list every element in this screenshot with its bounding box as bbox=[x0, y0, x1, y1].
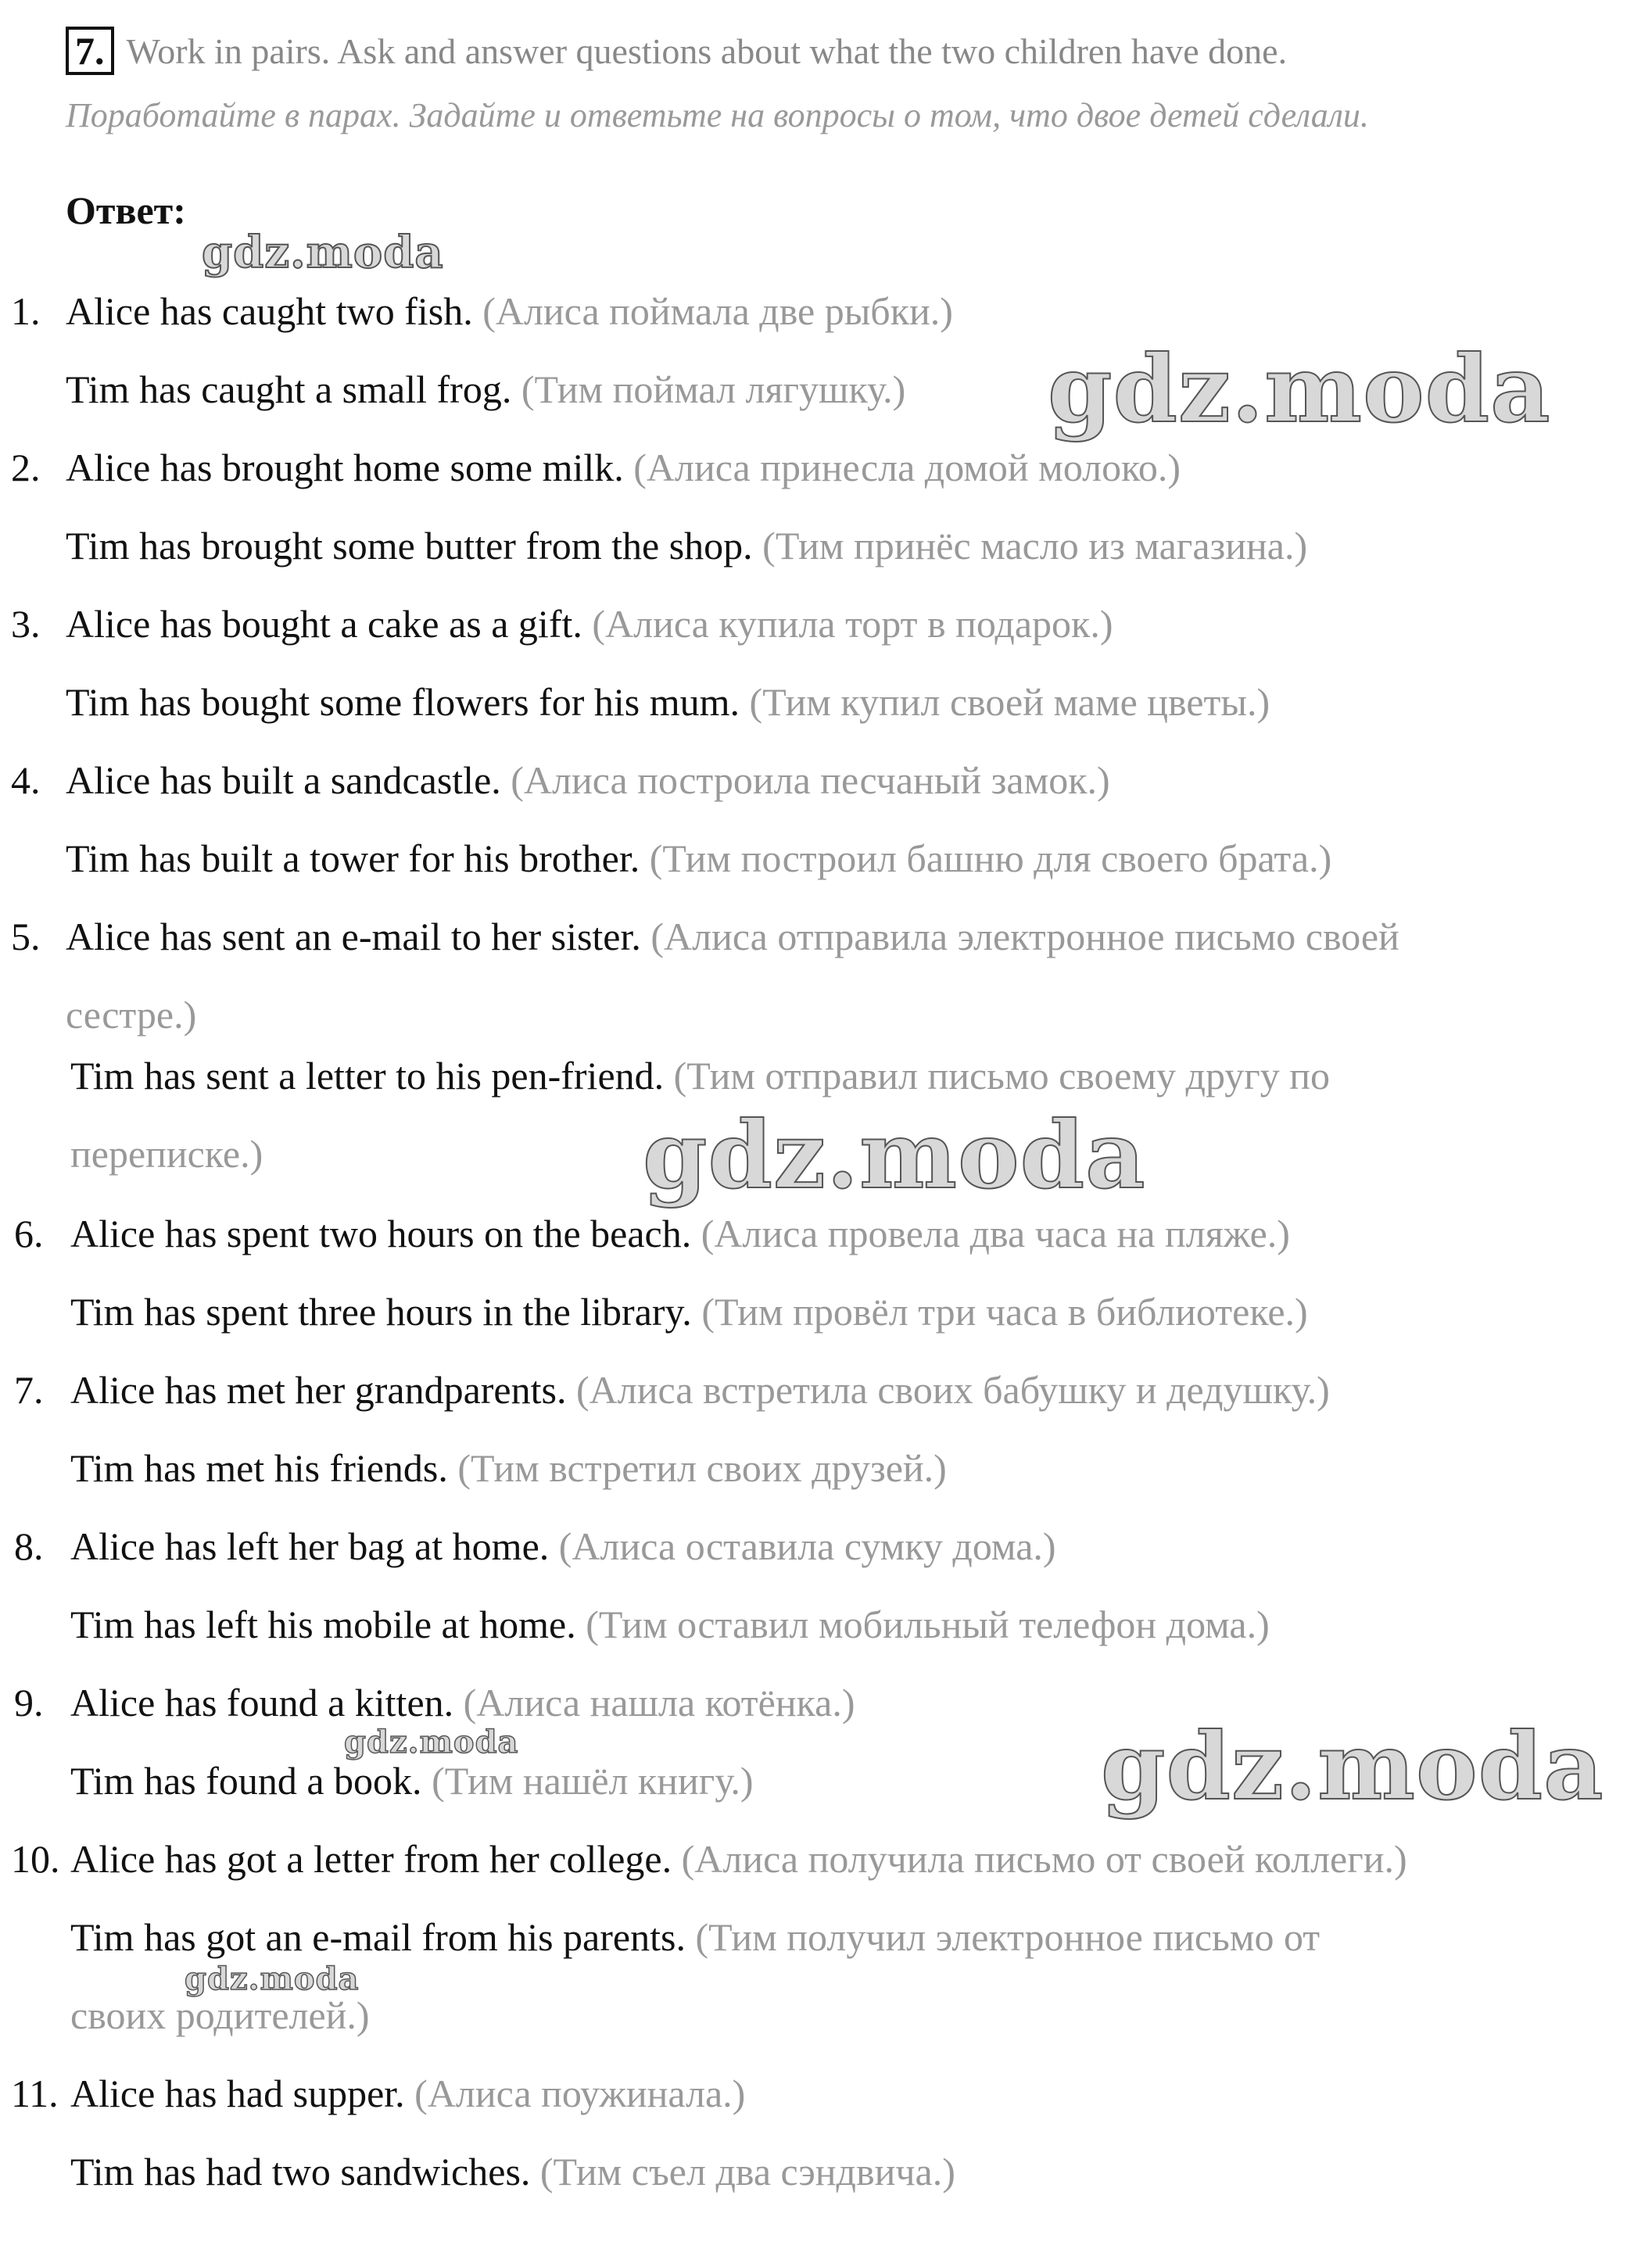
watermark-logo: gdz.moda bbox=[643, 1101, 1146, 1209]
answer-ru-continued: сестре.) bbox=[66, 993, 197, 1037]
watermark-logo: gdz.moda bbox=[185, 1961, 360, 1997]
item-number: 10. bbox=[11, 1837, 60, 1881]
answer-line bbox=[70, 1679, 855, 1726]
answer-line bbox=[70, 2070, 745, 2117]
answer-line bbox=[70, 1445, 947, 1492]
answer-ru: (Алиса купила торт в подарок.) bbox=[582, 602, 1113, 646]
answer-line bbox=[70, 1288, 1308, 1335]
answer-ru: (Тим встретил своих друзей.) bbox=[447, 1446, 947, 1490]
answer-ru: (Тим съел два сэндвича.) bbox=[530, 2150, 955, 2193]
answer-label: Ответ: bbox=[66, 188, 186, 232]
answer-ru: (Тим получил электронное письмо от bbox=[685, 1915, 1321, 1959]
watermark-logo: gdz.moda bbox=[344, 1724, 519, 1760]
answer-ru: (Тим отправил письмо своему другу по bbox=[664, 1054, 1331, 1098]
answer-ru: (Алиса получила письмо от своей коллеги.) bbox=[672, 1837, 1407, 1881]
answer-line bbox=[70, 1210, 1290, 1257]
answer-line bbox=[66, 522, 1307, 569]
answer-line bbox=[66, 757, 1110, 804]
answer-line bbox=[70, 1366, 1330, 1413]
item-number: 4. bbox=[11, 758, 41, 802]
answer-ru: (Алиса поймала две рыбки.) bbox=[472, 289, 953, 333]
answer-en: Tim has met his friends. bbox=[70, 1446, 448, 1490]
task-instruction-ru: Поработайте в парах. Задайте и ответьте на вопросы о том, что двое детей сделали. bbox=[66, 96, 1369, 134]
answer-line bbox=[66, 444, 1181, 491]
answer-en: Tim has brought some butter from the shop. bbox=[66, 524, 753, 568]
answer-en: Alice has had supper. bbox=[70, 2072, 405, 2115]
watermark-logo: gdz.moda bbox=[1101, 1712, 1604, 1821]
answer-line bbox=[70, 1601, 1270, 1648]
answer-ru: (Тим нашёл книгу.) bbox=[421, 1759, 754, 1803]
answer-en: Tim has bought some flowers for his mum. bbox=[66, 680, 740, 724]
item-number: 8. bbox=[14, 1524, 44, 1568]
answer-ru: (Алиса отправила электронное письмо своей bbox=[640, 915, 1399, 958]
answer-ru: (Алиса принесла домой молоко.) bbox=[623, 446, 1181, 489]
answer-ru: (Алиса оставила сумку дома.) bbox=[549, 1524, 1056, 1568]
answer-ru: (Тим построил башню для своего брата.) bbox=[640, 836, 1332, 880]
item-number: 9. bbox=[14, 1681, 44, 1724]
item-number: 2. bbox=[11, 446, 41, 489]
task-number: 7. bbox=[66, 27, 114, 75]
answer-en: Alice has bought a cake as a gift. bbox=[66, 602, 582, 646]
answer-line bbox=[66, 288, 953, 335]
answer-en: Alice has brought home some milk. bbox=[66, 446, 624, 489]
answer-ru: (Алиса провела два часа на пляже.) bbox=[691, 1212, 1290, 1255]
answer-line bbox=[70, 1052, 1330, 1099]
answer-en: Alice has spent two hours on the beach. bbox=[70, 1212, 692, 1255]
answer-en: Alice has built a sandcastle. bbox=[66, 758, 501, 802]
answer-en: Tim has got an e-mail from his parents. bbox=[70, 1915, 686, 1959]
item-number: 1. bbox=[11, 289, 41, 333]
item-number: 6. bbox=[14, 1212, 44, 1255]
answer-en: Tim has left his mobile at home. bbox=[70, 1603, 576, 1646]
answer-en: Alice has sent an e-mail to her sister. bbox=[66, 915, 641, 958]
answer-ru: (Тим поймал лягушку.) bbox=[511, 367, 906, 411]
answer-ru: (Тим купил своей маме цветы.) bbox=[740, 680, 1270, 724]
answer-ru: (Алиса построила песчаный замок.) bbox=[500, 758, 1110, 802]
item-number: 11. bbox=[11, 2072, 59, 2115]
answer-en: Alice has met her grandparents. bbox=[70, 1368, 567, 1412]
answer-line bbox=[66, 600, 1113, 647]
answer-en: Alice has caught two fish. bbox=[66, 289, 473, 333]
watermark-logo: gdz.moda bbox=[1048, 335, 1551, 443]
answer-en: Tim has sent a letter to his pen-friend. bbox=[70, 1054, 665, 1098]
answer-en: Tim has had two sandwiches. bbox=[70, 2150, 531, 2193]
answer-line bbox=[70, 1523, 1056, 1570]
answer-ru: (Тим принёс масло из магазина.) bbox=[752, 524, 1308, 568]
answer-line bbox=[66, 366, 905, 413]
answer-en: Alice has found a kitten. bbox=[70, 1681, 454, 1724]
answer-en: Tim has built a tower for his brother. bbox=[66, 836, 640, 880]
answer-line bbox=[66, 913, 1399, 960]
task-header bbox=[66, 23, 1287, 78]
answer-en: Tim has caught a small frog. bbox=[66, 367, 512, 411]
answer-en: Tim has spent three hours in the library. bbox=[70, 1290, 692, 1334]
answer-ru: (Алиса поужинала.) bbox=[404, 2072, 746, 2115]
answer-ru: (Тим провёл три часа в библиотеке.) bbox=[691, 1290, 1308, 1334]
answer-ru: (Тим оставил мобильный телефон дома.) bbox=[575, 1603, 1270, 1646]
item-number: 7. bbox=[14, 1368, 44, 1412]
answer-line bbox=[70, 1835, 1407, 1882]
watermark-logo: gdz.moda bbox=[202, 227, 444, 278]
answer-en: Tim has found a book. bbox=[70, 1759, 422, 1803]
answer-line bbox=[70, 2148, 955, 2195]
item-number: 5. bbox=[11, 915, 41, 958]
answer-ru-continued: переписке.) bbox=[70, 1132, 263, 1176]
answer-ru: (Алиса встретила своих бабушку и дедушку.) bbox=[566, 1368, 1330, 1412]
answer-line bbox=[66, 679, 1270, 725]
answer-ru: (Алиса нашла котёнка.) bbox=[453, 1681, 855, 1724]
answer-line bbox=[66, 835, 1331, 882]
answer-en: Alice has got a letter from her college. bbox=[70, 1837, 672, 1881]
item-number: 3. bbox=[11, 602, 41, 646]
task-instruction-en: Work in pairs. Ask and answer questions about what the two children have done. bbox=[126, 30, 1288, 71]
answer-line bbox=[70, 1914, 1320, 1961]
answer-en: Alice has left her bag at home. bbox=[70, 1524, 550, 1568]
answer-line bbox=[70, 1757, 753, 1804]
answer-ru-continued: своих родителей.) bbox=[70, 1993, 370, 2037]
